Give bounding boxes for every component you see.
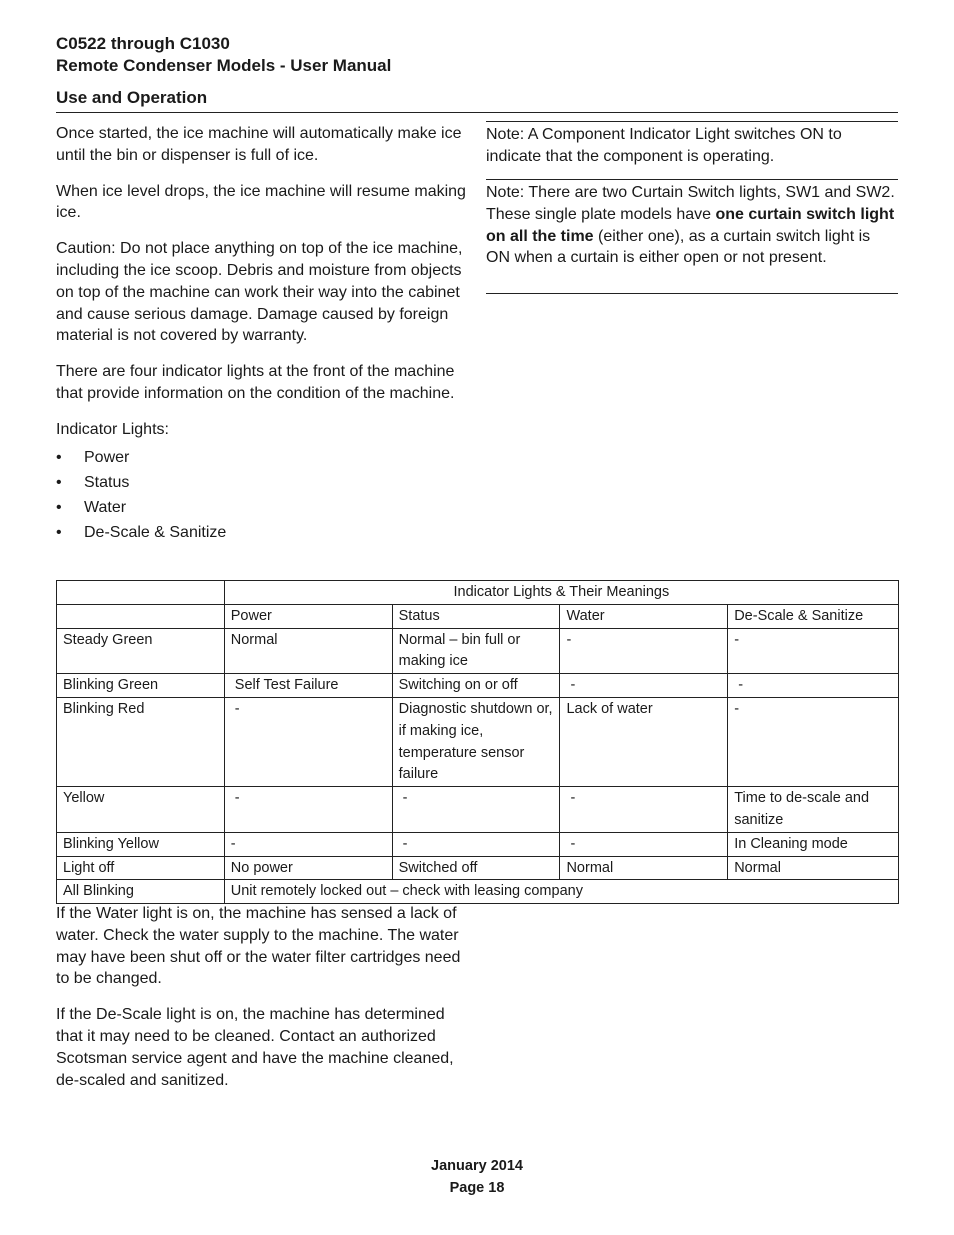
table-row — [57, 856, 899, 880]
paragraph-auto-operation: Once started, the ice machine will automatically make ice until the bin or dispenser is full of ice. — [56, 125, 462, 164]
table-cell: Normal – bin full or making ice — [392, 628, 560, 674]
note-component-light: Note: A Component Indicator Light switches ON to indicate that the component is operating. — [486, 126, 842, 165]
table-row — [57, 628, 899, 674]
bottom-text — [56, 903, 468, 1105]
bullet-icon: • — [56, 524, 62, 542]
table-corner-cell — [57, 581, 225, 605]
table-row — [57, 674, 899, 698]
table-cell: Normal — [560, 856, 728, 880]
table-cell: - — [728, 628, 899, 674]
table-cell: - — [560, 787, 728, 833]
list-item: • De-Scale & Sanitize — [56, 520, 468, 545]
doc-title: C0522 through C1030 — [56, 34, 230, 53]
table-cell: - — [392, 787, 560, 833]
table-cell: Diagnostic shutdown or, if making ice, temperature sensor failure — [392, 697, 560, 786]
bullet-icon: • — [56, 473, 62, 491]
list-item: • Power — [56, 445, 468, 470]
table-row — [57, 832, 899, 856]
note-divider — [486, 121, 898, 122]
table-title-row — [57, 581, 899, 605]
left-column — [56, 123, 468, 546]
table-cell: - — [560, 832, 728, 856]
column-header: Status — [392, 604, 560, 628]
column-header: Water — [560, 604, 728, 628]
table-cell: Normal — [224, 628, 392, 674]
bullet-icon: • — [56, 448, 62, 466]
list-item: • Water — [56, 495, 468, 520]
note-divider — [486, 293, 898, 294]
table-header-blank — [57, 604, 225, 628]
column-header: De-Scale & Sanitize — [728, 604, 899, 628]
section-divider — [56, 112, 898, 113]
row-label: Yellow — [57, 787, 225, 833]
table-cell: Normal — [728, 856, 899, 880]
table-cell: Switching on or off — [392, 674, 560, 698]
table-cell-merged: Unit remotely locked out – check with leasing company — [224, 880, 898, 904]
paragraph-descale-light: If the De-Scale light is on, the machine has determined that it may need to be cleaned. Contact an authorized Scotsman service agent and have the machine cleaned, de-scaled and sanitized. — [56, 1006, 454, 1089]
footer-date: January 2014 — [431, 1158, 523, 1174]
table-row — [57, 697, 899, 786]
row-label: Blinking Red — [57, 697, 225, 786]
column-header: Power — [224, 604, 392, 628]
table-cell: - — [392, 832, 560, 856]
table-cell: Self Test Failure — [224, 674, 392, 698]
section-heading: Use and Operation — [56, 88, 208, 107]
bullet-icon: • — [56, 499, 62, 517]
table-cell: - — [560, 674, 728, 698]
indicator-lights-label: Indicator Lights: — [56, 420, 169, 438]
paragraph-resume: When ice level drops, the ice machine will resume making ice. — [56, 182, 466, 222]
list-item: • Status — [56, 470, 468, 495]
table-header-row — [57, 604, 899, 628]
table-cell: Time to de-scale and sanitize — [728, 787, 899, 833]
row-label: All Blinking — [57, 880, 225, 904]
row-label: Blinking Yellow — [57, 832, 225, 856]
page-number: Page 18 — [449, 1180, 505, 1196]
paragraph-caution: Caution: Do not place anything on top of the ice machine, including the ice scoop. Debris and moisture from objects on top of the machine can work their way into the cabinet and cause serious damage. Damage caused by foreign material is not covered by warranty. — [56, 240, 463, 345]
table-cell: In Cleaning mode — [728, 832, 899, 856]
note-curtain-switch: Note: There are two Curtain Switch lights, SW1 and SW2. These single plate models have one curtain switch light on all the time (either one), as a curtain switch light is ON when a curtain is either open or not present. — [486, 184, 895, 267]
table-cell: Switched off — [392, 856, 560, 880]
table-cell: - — [224, 787, 392, 833]
row-label: Steady Green — [57, 628, 225, 674]
paragraph-water-light: If the Water light is on, the machine has sensed a lack of water. Check the water supply to the machine. The water may have been shut off or the water filter cartridges need to be changed. — [56, 905, 461, 988]
row-label: Light off — [57, 856, 225, 880]
indicator-lights-list — [56, 445, 468, 546]
table-row — [57, 880, 899, 904]
table-cell: - — [560, 628, 728, 674]
table-cell: - — [224, 697, 392, 786]
table-cell: - — [728, 697, 899, 786]
paragraph-indicator-intro: There are four indicator lights at the front of the machine that provide information on the condition of the machine. — [56, 363, 455, 402]
table-cell: No power — [224, 856, 392, 880]
table-row — [57, 787, 899, 833]
doc-subtitle: Remote Condenser Models - User Manual — [56, 56, 392, 75]
row-label: Blinking Green — [57, 674, 225, 698]
table-title: Indicator Lights & Their Meanings — [224, 581, 898, 605]
indicator-lights-table — [56, 580, 899, 904]
table-cell: - — [224, 832, 392, 856]
note-divider — [486, 179, 898, 180]
table-cell: - — [728, 674, 899, 698]
table-cell: Lack of water — [560, 697, 728, 786]
